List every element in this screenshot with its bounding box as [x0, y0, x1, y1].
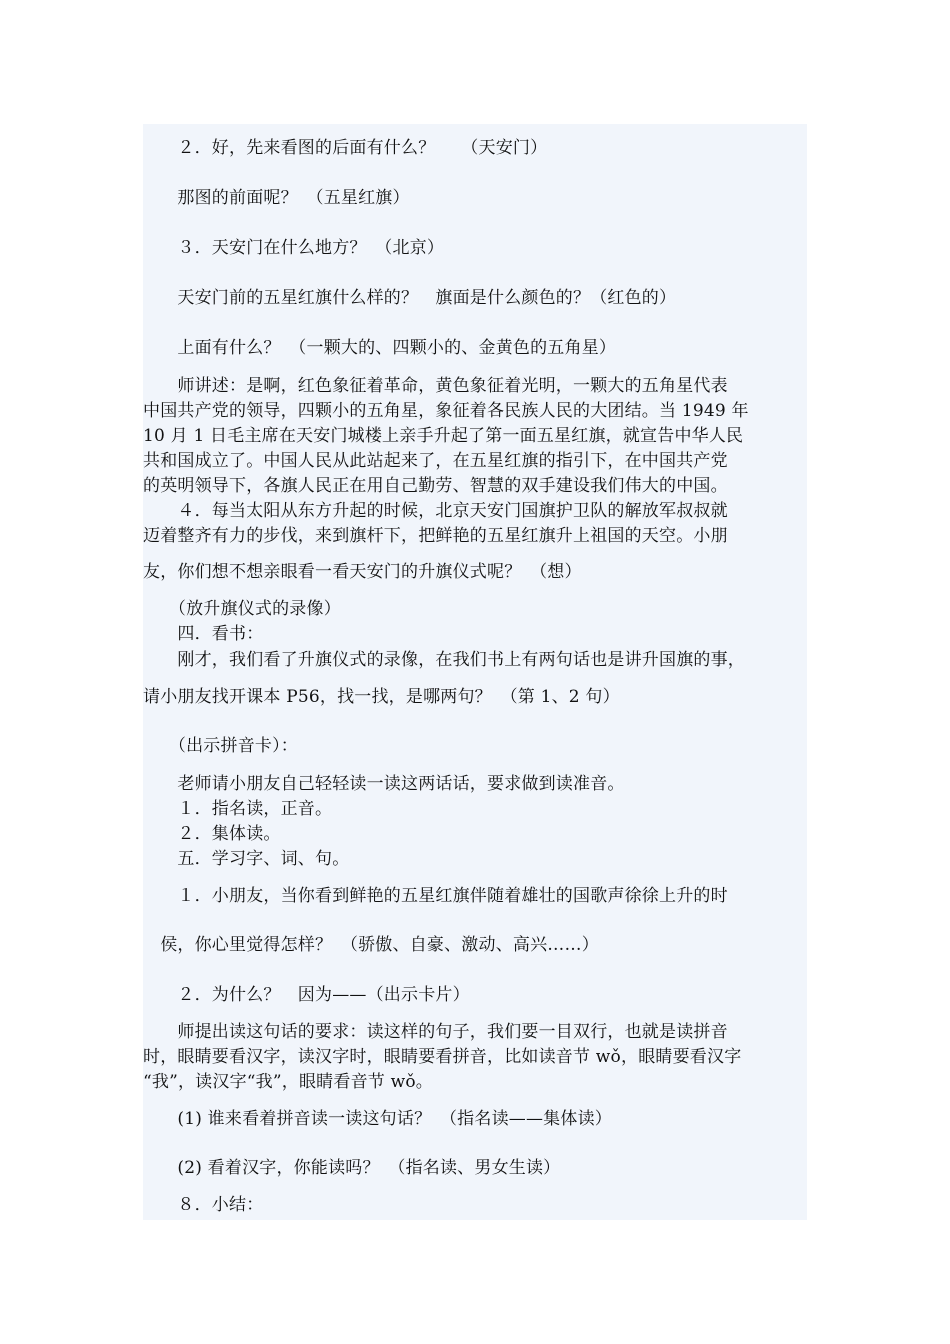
text-line: 师提出读这句话的要求：读这样的句子，我们要一目双行，也就是读拼音	[143, 1022, 728, 1042]
text-line: ２．集体读。	[143, 824, 281, 844]
text-line: 的英明领导下，各旗人民正在用自己勤劳、智慧的双手建设我们伟大的中国。	[143, 476, 728, 496]
text-line: 迈着整齐有力的步伐，来到旗杆下，把鲜艳的五星红旗升上祖国的天空。小朋	[143, 526, 728, 546]
text-line: ２．好，先来看图的后面有什么？ （天安门）	[143, 138, 548, 158]
text-line: (1) 谁来看着拼音读一读这句话？ （指名读——集体读）	[143, 1109, 612, 1129]
text-line: 时，眼睛要看汉字，读汉字时，眼睛要看拼音，比如读音节 wǒ，眼睛要看汉字	[143, 1047, 742, 1067]
text-line: １．小朋友，当你看到鲜艳的五星红旗伴随着雄壮的国歌声徐徐上升的时	[143, 886, 728, 906]
text-line: 四．看书：	[143, 624, 264, 644]
text-line: 师讲述：是啊，红色象征着革命，黄色象征着光明，一颗大的五角星代表	[143, 376, 728, 396]
text-line: 刚才，我们看了升旗仪式的录像，在我们书上有两句话也是讲升国旗的事，	[143, 650, 745, 670]
text-line: 10 月 1 日毛主席在天安门城楼上亲手升起了第一面五星红旗，就宣告中华人民	[143, 426, 744, 446]
text-line: 老师请小朋友自己轻轻读一读这两话话，要求做到读准音。	[143, 774, 625, 794]
text-line: 天安门前的五星红旗什么样的？ 旗面是什么颜色的？（红色的）	[143, 288, 677, 308]
text-line: ８．小结：	[143, 1195, 264, 1215]
text-line: 请小朋友找开课本 P56，找一找，是哪两句？ （第 1、2 句）	[143, 687, 620, 707]
text-line: ３．天安门在什么地方？ （北京）	[143, 238, 445, 258]
text-line: （出示拼音卡）：	[143, 736, 298, 756]
text-line: ４．每当太阳从东方升起的时候，北京天安门国旗护卫队的解放军叔叔就	[143, 501, 728, 521]
text-line: （放升旗仪式的录像）	[143, 599, 341, 619]
text-line: 五．学习字、词、句。	[143, 849, 350, 869]
text-line: 中国共产党的领导，四颗小的五角星，象征着各民族人民的大团结。当 1949 年	[143, 401, 749, 421]
text-line: “我”，读汉字“我”，眼睛看音节 wǒ。	[143, 1072, 433, 1092]
text-line: 友，你们想不想亲眼看一看天安门的升旗仪式呢？ （想）	[143, 562, 582, 582]
text-line: 上面有什么？ （一颗大的、四颗小的、金黄色的五角星）	[143, 338, 617, 358]
text-line: 侯，你心里觉得怎样？ （骄傲、自豪、激动、高兴……）	[143, 935, 599, 955]
text-line: 共和国成立了。中国人民从此站起来了，在五星红旗的指引下，在中国共产党	[143, 451, 728, 471]
text-line: １．指名读，正音。	[143, 799, 333, 819]
text-line: ２．为什么？ 因为——（出示卡片）	[143, 985, 470, 1005]
text-line: (2) 看着汉字，你能读吗？ （指名读、男女生读）	[143, 1158, 561, 1178]
text-line: 那图的前面呢？ （五星红旗）	[143, 188, 410, 208]
